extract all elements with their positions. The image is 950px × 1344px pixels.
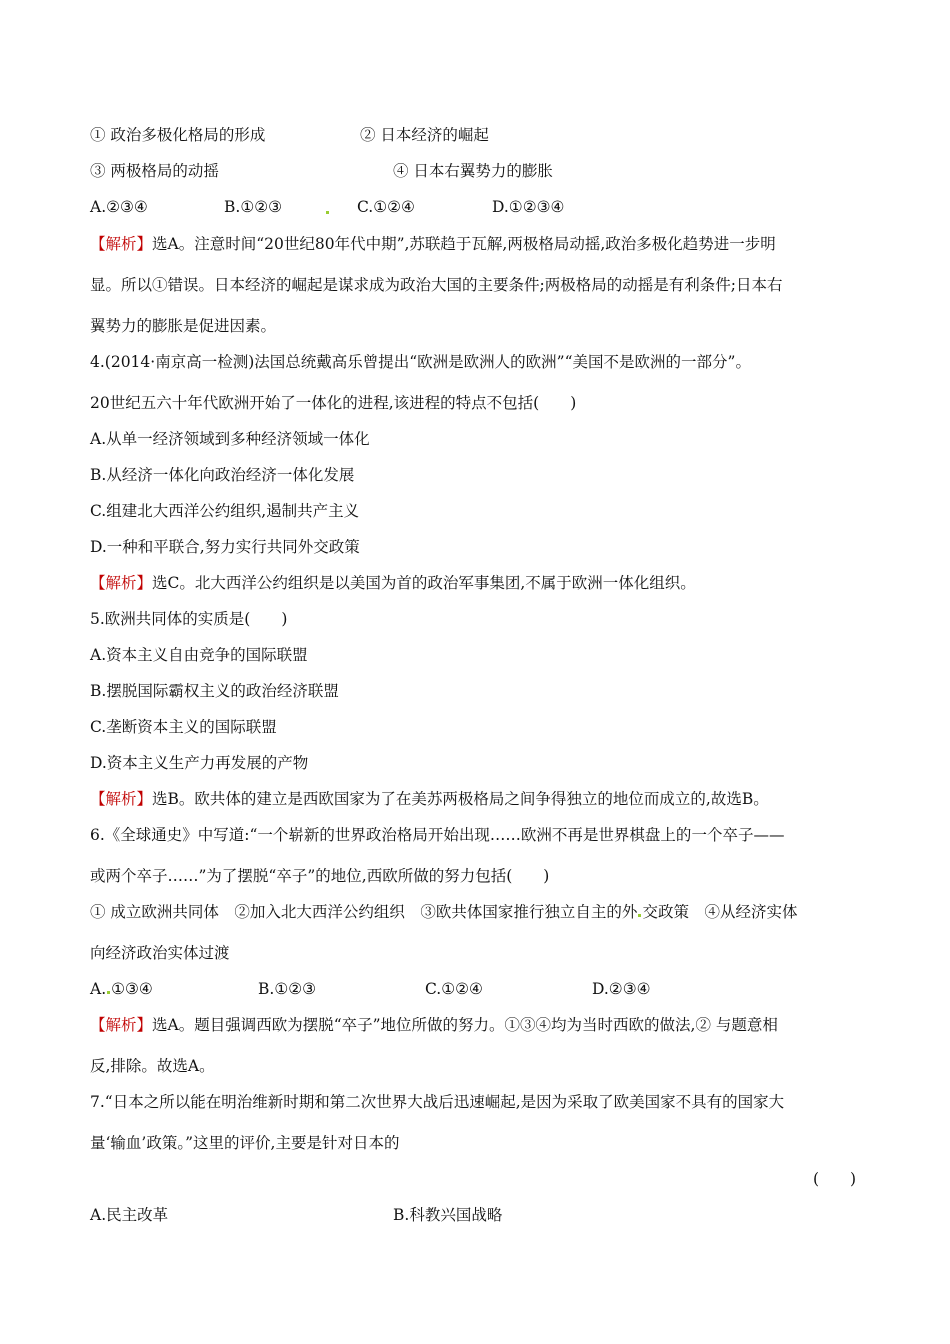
q5-option-a: A.资本主义自由竞争的国际联盟: [90, 646, 308, 664]
q3-option-1: ① 政治多极化格局的形成: [90, 126, 266, 144]
q4-option-b: B.从经济一体化向政治经济一体化发展: [90, 466, 355, 484]
q4-option-c: C.组建北大西洋公约组织,遏制共产主义: [90, 502, 360, 520]
q3-analysis-line-3: 翼势力的膨胀是促进因素。: [90, 317, 277, 335]
analysis-tag: 【解析】: [90, 1016, 153, 1034]
q6-stem-line-2: 或两个卒子……”为了摆脱“卒子”的地位,西欧所做的努力包括( ): [90, 867, 550, 885]
q3-option-2: ② 日本经济的崛起: [360, 126, 489, 144]
q3-analysis-line-1: 【解析】选A。注意时间“20世纪80年代中期”,苏联趋于瓦解,两极格局动摇,政治多极化趋势进一步明: [90, 235, 776, 253]
q5-option-d: D.资本主义生产力再发展的产物: [90, 754, 309, 772]
stray-dot-mark: [326, 211, 329, 214]
q3-choice-b: B.①②③: [224, 198, 283, 216]
stray-dot-mark: [107, 991, 110, 994]
q4-option-a: A.从单一经济领域到多种经济领域一体化: [90, 430, 370, 448]
q7-stem-line-1: 7.“日本之所以能在明治维新时期和第二次世界大战后迅速崛起,是因为采取了欧美国家不具有的国家大: [90, 1093, 785, 1111]
analysis-tag: 【解析】: [90, 574, 153, 592]
q6-choice-d: D.②③④: [592, 980, 651, 998]
q6-choice-a: A. ①③④: [90, 980, 153, 998]
q5-option-c: C.垄断资本主义的国际联盟: [90, 718, 277, 736]
q3-choice-d: D.①②③④: [492, 198, 565, 216]
q4-option-d: D.一种和平联合,努力实行共同外交政策: [90, 538, 360, 556]
q7-answer-paren: ( ): [813, 1170, 857, 1188]
q4-stem-line-2: 20世纪五六十年代欧洲开始了一体化的进程,该进程的特点不包括( ): [90, 394, 577, 412]
stray-dot-mark: [638, 914, 641, 917]
q5-analysis: 【解析】选B。欧共体的建立是西欧国家为了在美苏两极格局之间争得独立的地位而成立的,故选B。: [90, 790, 769, 808]
q6-analysis-line-2: 反,排除。故选A。: [90, 1057, 215, 1075]
q7-stem-line-2: 量‘输血’政策。”这里的评价,主要是针对日本的: [90, 1134, 400, 1152]
q4-analysis: 【解析】选C。北大西洋公约组织是以美国为首的政治军事集团,不属于欧洲一体化组织。: [90, 574, 696, 592]
q6-items-line-1: ① 成立欧洲共同体 ②加入北大西洋公约组织 ③欧共体国家推行独立自主的外 交政策 ④从经济实体: [90, 903, 798, 921]
q7-option-a: A.民主改革: [90, 1206, 169, 1224]
q6-items-line-2: 向经济政治实体过渡: [90, 944, 230, 962]
q3-analysis-line-2: 显。所以①错误。日本经济的崛起是谋求成为政治大国的主要条件;两极格局的动摇是有利条件;日本右: [90, 276, 783, 294]
q5-option-b: B.摆脱国际霸权主义的政治经济联盟: [90, 682, 339, 700]
q6-stem-line-1: 6.《全球通史》中写道:“一个崭新的世界政治格局开始出现……欧洲不再是世界棋盘上的一个卒子——: [90, 826, 785, 844]
analysis-tag: 【解析】: [90, 235, 153, 253]
q4-stem-line-1: 4.(2014·南京高一检测)法国总统戴高乐曾提出“欧洲是欧洲人的欧洲”“美国不是欧洲的一部分”。: [90, 353, 751, 371]
q3-choice-a: A.②③④: [90, 198, 148, 216]
analysis-tag: 【解析】: [90, 790, 153, 808]
q3-option-3: ③ 两极格局的动摇: [90, 162, 219, 180]
q7-option-b: B.科教兴国战略: [393, 1206, 503, 1224]
q6-choice-c: C.①②④: [425, 980, 483, 998]
q3-option-4: ④ 日本右翼势力的膨胀: [393, 162, 553, 180]
q6-analysis-line-1: 【解析】选A。题目强调西欧为摆脱“卒子”地位所做的努力。①③④均为当时西欧的做法,② 与题意相: [90, 1016, 778, 1034]
q5-stem: 5.欧洲共同体的实质是( ): [90, 610, 288, 628]
q3-choice-c: C.①②④: [357, 198, 415, 216]
q6-choice-b: B.①②③: [258, 980, 317, 998]
